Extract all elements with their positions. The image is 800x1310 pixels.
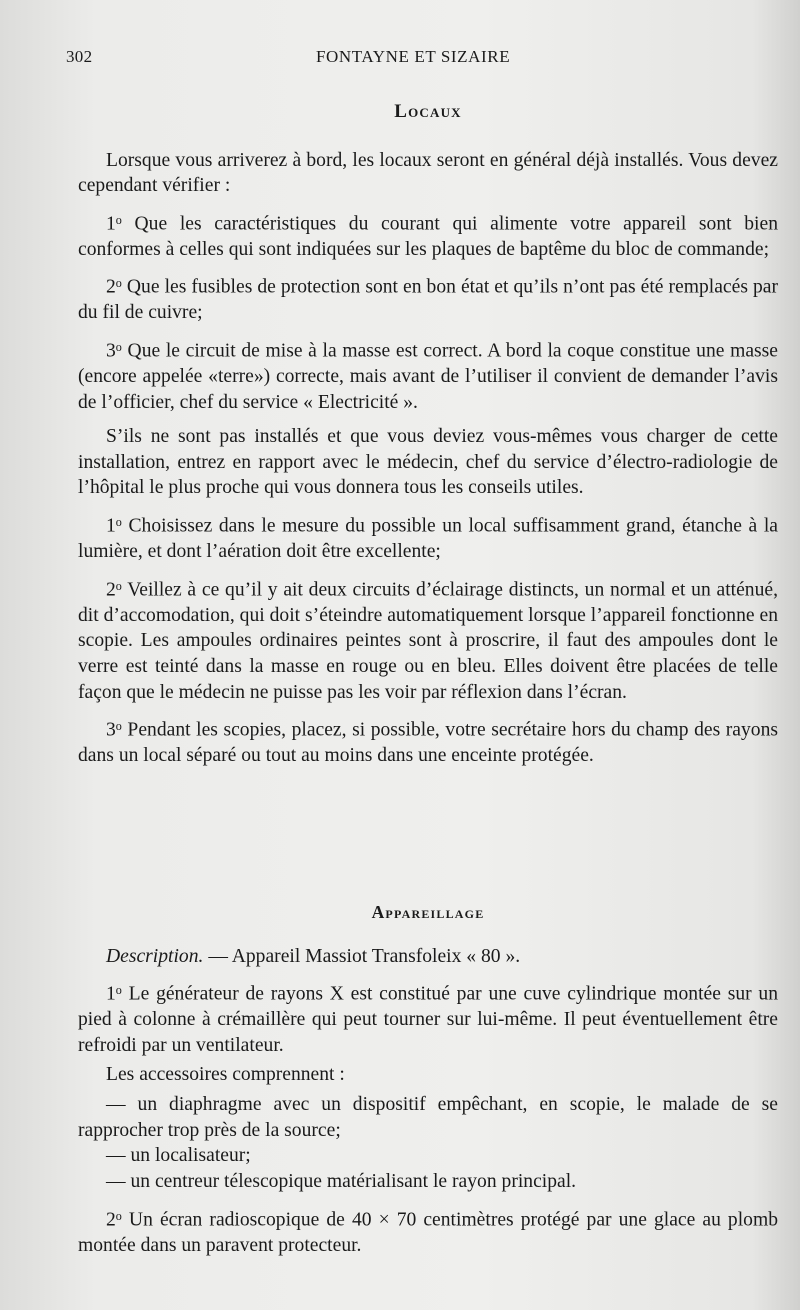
section-heading-locaux: Locaux bbox=[394, 101, 462, 122]
checklist-item-1 bbox=[78, 208, 778, 263]
page-header bbox=[66, 44, 740, 70]
running-title: FONTAYNE ET SIZAIRE bbox=[316, 47, 511, 66]
item-text: Que les fusibles de protection sont en bon état et qu’ils n’ont pas été remplacés par du fil de cuivre; bbox=[78, 276, 778, 324]
description-label: Description. bbox=[106, 945, 204, 967]
description-text: — Appareil Massiot Transfoleix « 80 ». bbox=[203, 945, 521, 967]
section-appareillage bbox=[78, 900, 778, 1259]
installation-item-2 bbox=[78, 574, 778, 705]
item-number: 3 bbox=[106, 719, 116, 741]
item-number: 2 bbox=[106, 1209, 116, 1231]
item-text: Le générateur de rayons X est constitué par une cuve cylindrique montée sur un pied à colonne à crémaillère qui peut tourner sur lui-même. Il peut éventuellement être refroidi par un ventilateur. bbox=[78, 983, 778, 1056]
item-number-sup: o bbox=[115, 212, 122, 227]
item-number-sup: o bbox=[115, 1209, 122, 1224]
item-number-sup: o bbox=[115, 983, 122, 998]
item-number: 3 bbox=[106, 340, 116, 362]
section-locaux bbox=[78, 99, 778, 769]
checklist-item-2 bbox=[78, 271, 778, 326]
item-number-sup: o bbox=[115, 340, 122, 355]
item-number: 2 bbox=[106, 276, 116, 298]
item-number: 1 bbox=[106, 515, 116, 537]
accessory-item: — un centreur télescopique matérialisant le rayon principal. bbox=[106, 1170, 577, 1192]
item-text: Un écran radioscopique de 40 × 70 centimètres protégé par une glace au plomb montée dans un paravent protecteur. bbox=[78, 1209, 778, 1257]
description-line bbox=[78, 944, 778, 970]
item-number: 1 bbox=[106, 213, 116, 235]
equipment-item-1 bbox=[78, 978, 778, 1058]
item-text: Que le circuit de mise à la masse est correct. A bord la coque constitue une masse (encore appelée «terre») correcte, mais avant de l’utiliser il convient de demander l’avis de l’officier, chef du service « Electricité ». bbox=[78, 340, 778, 413]
item-text: Choisissez dans le mesure du possible un local suffisamment grand, étanche à la lumière, et dont l’aération doit être excellente; bbox=[78, 515, 778, 563]
item-number: 2 bbox=[106, 579, 116, 601]
installation-paragraph: S’ils ne sont pas installés et que vous deviez vous-mêmes vous charger de cette installation, entrez en rapport avec le médecin, chef du service d’électro-radiologie de l’hôpital le plus proche qui vous donnera tous les conseils utiles. bbox=[78, 426, 778, 499]
installation-item-3 bbox=[78, 714, 778, 769]
accessories-intro: Les accessoires comprennent : bbox=[106, 1064, 345, 1086]
item-number-sup: o bbox=[115, 276, 122, 291]
accessory-item: — un diaphragme avec un dispositif empêchant, en scopie, le malade de se rapprocher trop près de la source; bbox=[78, 1094, 778, 1141]
item-text: Veillez à ce qu’il y ait deux circuits d’éclairage distincts, un normal et un atténué, dit d’accomodation, qui doit s’éteindre automatiquement lorsque l’appareil fonctionne en scopie. Les ampoules ordinaires peintes sont à proscrire, il faut des ampoules dont le verre est teinté dans la masse en rouge ou en bleu. Elles doivent être placées de telle façon que le médecin ne puisse pas les voir par réflexion dans l’écran. bbox=[78, 579, 778, 703]
accessory-item: — un localisateur; bbox=[106, 1145, 251, 1167]
equipment-item-2 bbox=[78, 1204, 778, 1259]
installation-item-1 bbox=[78, 510, 778, 565]
item-number: 1 bbox=[106, 983, 116, 1005]
item-number-sup: o bbox=[115, 578, 122, 593]
intro-paragraph: Lorsque vous arriverez à bord, les locaux seront en général déjà installés. Vous devez cependant vérifier : bbox=[78, 149, 778, 197]
item-text: Pendant les scopies, placez, si possible, votre secrétaire hors du champ des rayons dans un local séparé ou tout au moins dans une enceinte protégée. bbox=[78, 719, 778, 767]
item-number-sup: o bbox=[115, 719, 122, 734]
checklist-item-3 bbox=[78, 335, 778, 415]
page-number: 302 bbox=[66, 47, 93, 66]
section-heading-appareillage: Appareillage bbox=[371, 902, 485, 922]
item-text: Que les caractéristiques du courant qui alimente votre appareil sont bien conformes à celles qui sont indiquées sur les plaques de baptême du bloc de commande; bbox=[78, 213, 778, 260]
item-number-sup: o bbox=[115, 515, 122, 530]
